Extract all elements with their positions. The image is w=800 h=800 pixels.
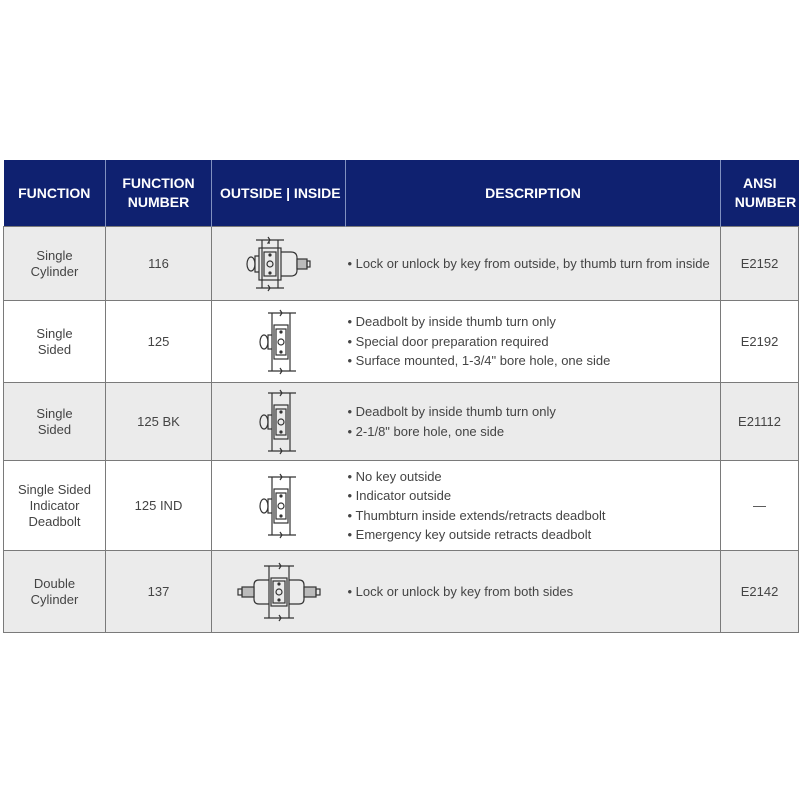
function-number-cell: 125 [106,301,212,383]
single-cylinder-lock-icon [212,227,346,301]
ansi-number-cell: — [721,461,799,551]
table-row [4,301,799,383]
description-line: • Deadbolt by inside thumb turn only [348,312,721,332]
ansi-number-cell: E21112 [721,383,799,461]
description-line: • No key outside [348,467,721,487]
function-cell: Single Cylinder [4,227,106,301]
description-line: • Lock or unlock by key from outside, by thumb turn from inside [348,254,721,274]
single-sided-lock-icon [212,461,346,551]
double-cylinder-lock-icon [212,551,346,633]
description-line: • Lock or unlock by key from both sides [348,582,721,602]
function-cell: Double Cylinder [4,551,106,633]
function-cell: Single Sided Indicator Deadbolt [4,461,106,551]
description-cell [346,461,721,551]
description-cell [346,551,721,633]
function-cell: Single Sided [4,383,106,461]
description-line: • Indicator outside [348,486,721,506]
description-cell [346,383,721,461]
table-row [4,461,799,551]
function-number-cell: 116 [106,227,212,301]
description-line: • Emergency key outside retracts deadbolt [348,525,721,545]
description-cell [346,301,721,383]
header-outside-inside: OUTSIDE | INSIDE [212,160,346,227]
header-ansi-number: ANSI NUMBER [721,160,799,227]
description-line: • Special door preparation required [348,332,721,352]
description-line: • 2-1/8" bore hole, one side [348,422,721,442]
function-table [3,160,799,633]
ansi-number-cell: E2192 [721,301,799,383]
description-line: • Surface mounted, 1-3/4" bore hole, one side [348,351,721,371]
header-function: FUNCTION [4,160,106,227]
description-line: • Deadbolt by inside thumb turn only [348,402,721,422]
function-number-cell: 125 BK [106,383,212,461]
single-sided-lock-icon [212,301,346,383]
description-line: • Thumbturn inside extends/retracts deadbolt [348,506,721,526]
ansi-number-cell: E2142 [721,551,799,633]
function-cell: Single Sided [4,301,106,383]
ansi-number-cell: E2152 [721,227,799,301]
header-description: DESCRIPTION [346,160,721,227]
table-row [4,227,799,301]
table-row [4,383,799,461]
function-number-cell: 125 IND [106,461,212,551]
function-number-cell: 137 [106,551,212,633]
table-row [4,551,799,633]
single-sided-lock-icon [212,383,346,461]
description-cell [346,227,721,301]
header-function-number: FUNCTION NUMBER [106,160,212,227]
header-row [4,160,799,227]
